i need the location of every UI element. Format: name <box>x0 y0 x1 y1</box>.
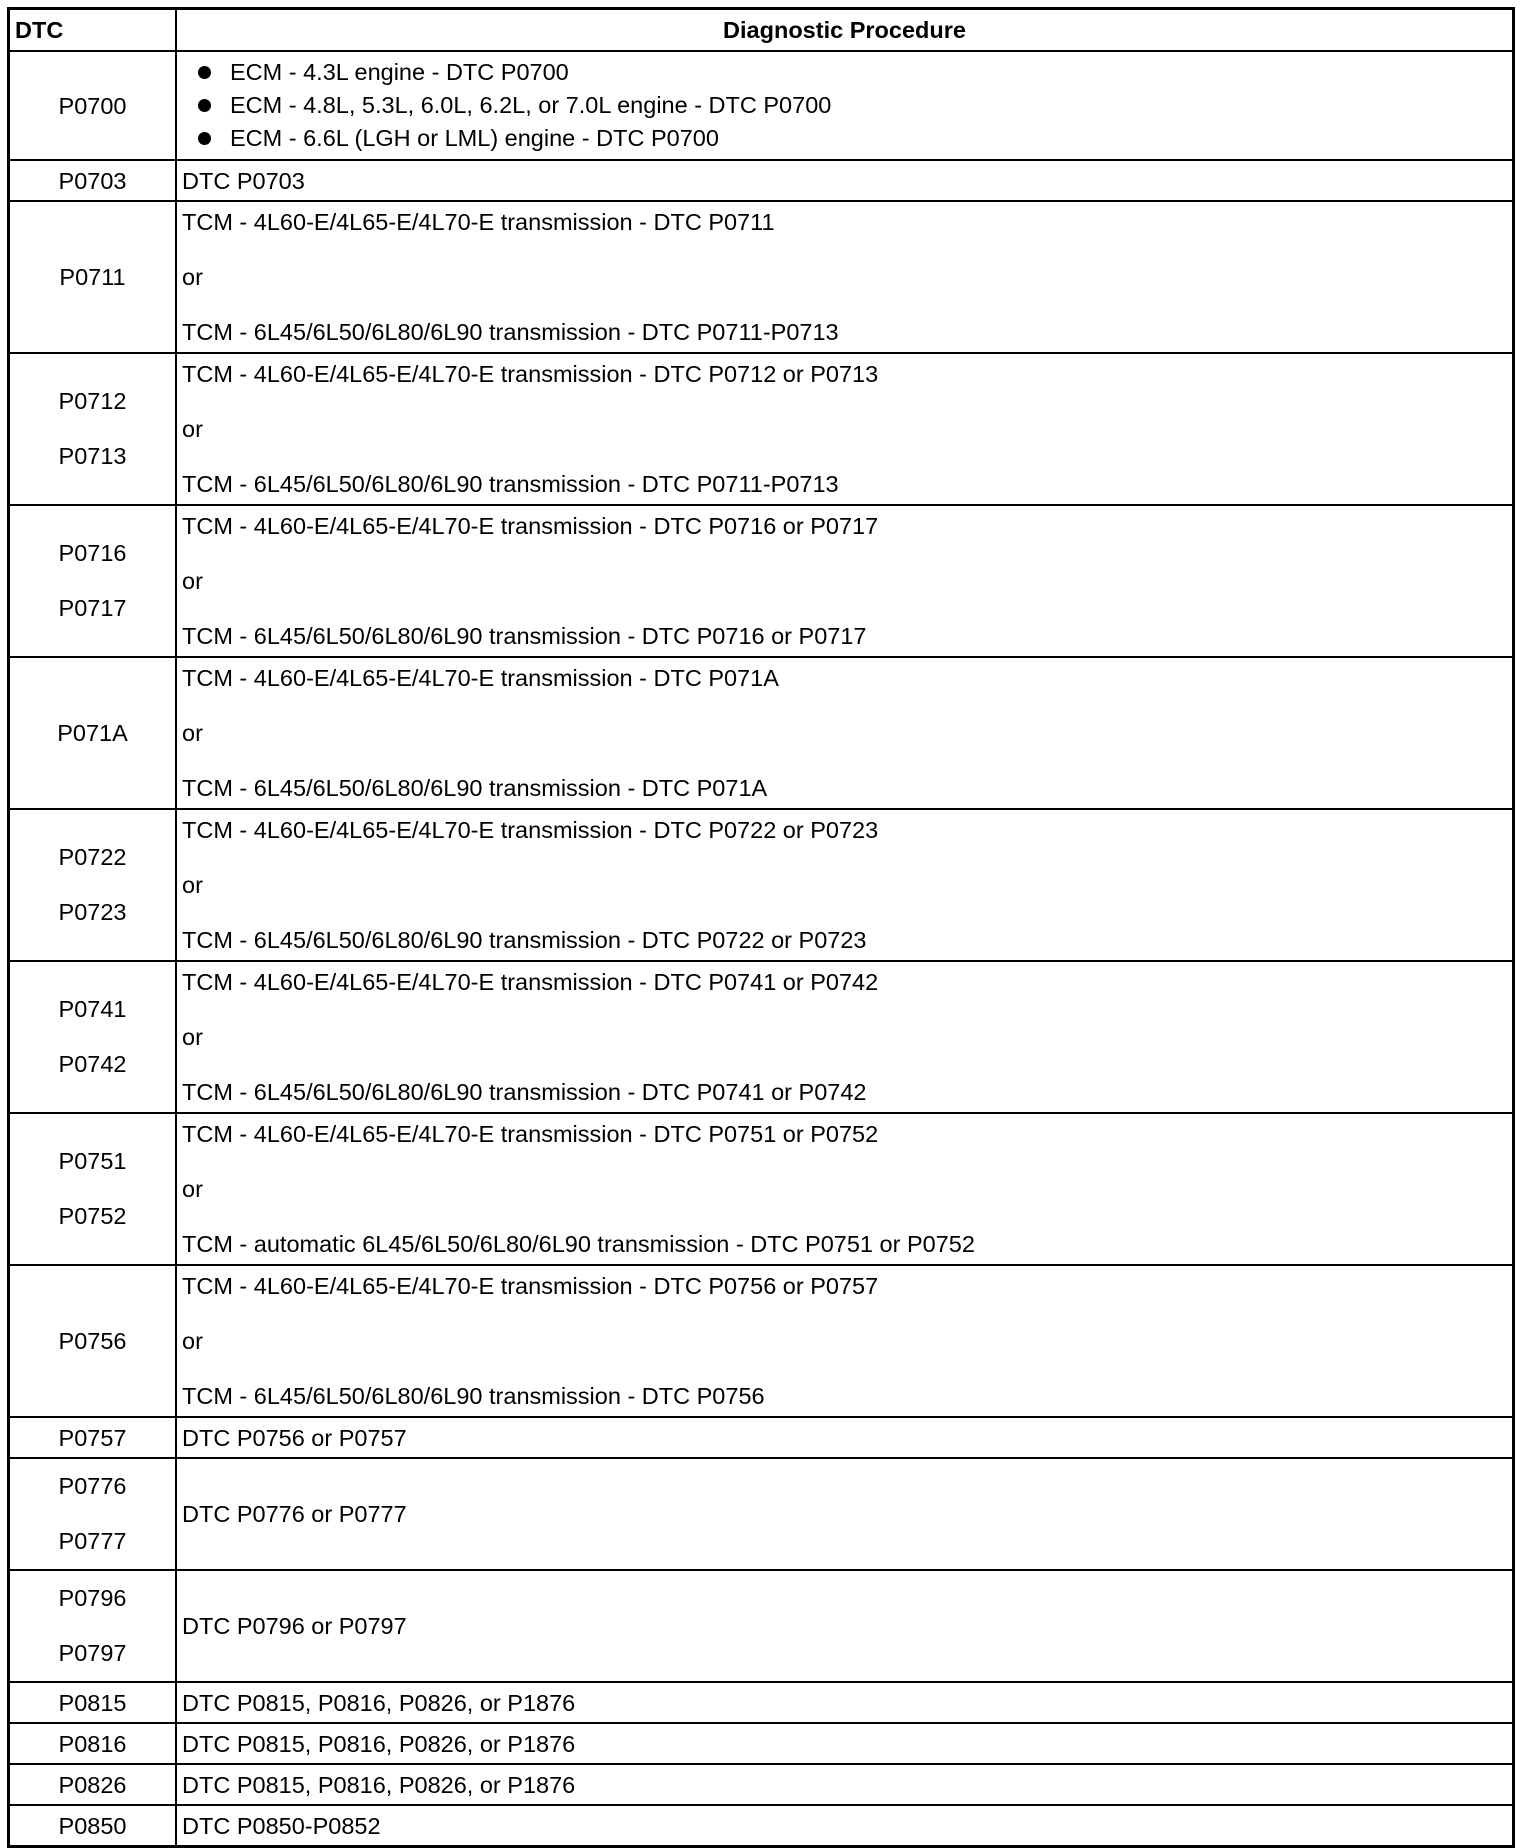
table-row <box>9 1764 1514 1805</box>
dtc-code: P0757 <box>58 1424 127 1451</box>
dtc-code: P0796 <box>58 1585 127 1611</box>
dtc-code: P0777 <box>58 1528 127 1554</box>
procedure-cell <box>176 809 1514 961</box>
procedure-text: TCM - 4L60-E/4L65-E/4L70-E transmission - DTC P0751 or P0752 <box>182 1121 879 1147</box>
line-spacer <box>182 595 1507 622</box>
dtc-cell <box>9 1570 177 1682</box>
bullet-icon <box>198 66 211 79</box>
dtc-code: P0816 <box>58 1730 127 1757</box>
procedure-cell <box>176 51 1514 160</box>
dtc-cell <box>9 1764 177 1805</box>
procedure-text: DTC P0815, P0816, P0826, or P1876 <box>182 1689 576 1716</box>
table-row <box>9 505 1514 657</box>
dtc-code: P0713 <box>58 443 127 469</box>
dtc-cell <box>9 505 177 657</box>
procedure-text: TCM - 6L45/6L50/6L80/6L90 transmission - DTC P0722 or P0723 <box>182 927 867 953</box>
line-spacer <box>182 1051 1507 1078</box>
line-spacer <box>182 236 1507 263</box>
procedure-text: TCM - 6L45/6L50/6L80/6L90 transmission - DTC P0741 or P0742 <box>182 1079 867 1105</box>
line-spacer <box>182 291 1507 318</box>
procedure-text: TCM - 4L60-E/4L65-E/4L70-E transmission - DTC P0711 <box>182 209 775 235</box>
procedure-text: TCM - 4L60-E/4L65-E/4L70-E transmission - DTC P071A <box>182 665 779 691</box>
dtc-code: P0741 <box>58 996 127 1022</box>
procedure-text: TCM - automatic 6L45/6L50/6L80/6L90 transmission - DTC P0751 or P0752 <box>182 1231 975 1257</box>
procedure-text: TCM - 6L45/6L50/6L80/6L90 transmission - DTC P0711-P0713 <box>182 319 839 345</box>
or-separator: or <box>182 720 203 746</box>
line-spacer <box>182 1148 1507 1175</box>
or-separator: or <box>182 1024 203 1050</box>
or-separator: or <box>182 872 203 898</box>
dtc-code: P0717 <box>58 595 127 621</box>
table-row <box>9 1265 1514 1417</box>
dtc-code: P0716 <box>58 540 127 566</box>
or-separator: or <box>182 1328 203 1354</box>
table-row <box>9 1458 1514 1570</box>
table-row <box>9 353 1514 505</box>
dtc-code: P0751 <box>58 1148 127 1174</box>
dtc-cell <box>9 1265 177 1417</box>
dtc-cell <box>9 1458 177 1570</box>
line-spacer <box>182 844 1507 871</box>
or-separator: or <box>182 1176 203 1202</box>
table-row <box>9 160 1514 201</box>
table-row <box>9 51 1514 160</box>
procedure-cell <box>176 1723 1514 1764</box>
dtc-cell <box>9 353 177 505</box>
line-spacer <box>182 540 1507 567</box>
procedure-text: TCM - 4L60-E/4L65-E/4L70-E transmission - DTC P0716 or P0717 <box>182 513 879 539</box>
dtc-cell <box>9 1113 177 1265</box>
table-row <box>9 1113 1514 1265</box>
procedure-cell <box>176 1417 1514 1458</box>
procedure-text: TCM - 4L60-E/4L65-E/4L70-E transmission - DTC P0756 or P0757 <box>182 1273 879 1299</box>
dtc-code: P0703 <box>58 167 127 194</box>
table-row <box>9 201 1514 353</box>
procedure-text: TCM - 6L45/6L50/6L80/6L90 transmission - DTC P0756 <box>182 1383 765 1409</box>
dtc-cell <box>9 657 177 809</box>
procedure-text: DTC P0796 or P0797 <box>182 1613 407 1639</box>
or-separator: or <box>182 568 203 594</box>
dtc-cell <box>9 201 177 353</box>
dtc-cell <box>9 961 177 1113</box>
dtc-code: P0756 <box>58 1328 127 1354</box>
table-row <box>9 1570 1514 1682</box>
line-spacer <box>182 443 1507 470</box>
procedure-link-text: ECM - 6.6L (LGH or LML) engine - DTC P0700 <box>230 125 719 151</box>
dtc-cell <box>9 1417 177 1458</box>
procedure-cell <box>176 160 1514 201</box>
table-row <box>9 1417 1514 1458</box>
or-separator: or <box>182 264 203 290</box>
table-row <box>9 961 1514 1113</box>
procedure-text: DTC P0850-P0852 <box>182 1812 381 1839</box>
dtc-cell <box>9 1682 177 1723</box>
bullet-icon <box>198 99 211 112</box>
procedure-cell <box>176 353 1514 505</box>
dtc-code: P0711 <box>59 264 126 290</box>
dtc-code: P0776 <box>58 1473 127 1499</box>
procedure-cell <box>176 961 1514 1113</box>
table-body <box>9 51 1514 1847</box>
or-separator: or <box>182 416 203 442</box>
dtc-code: P0722 <box>58 844 127 870</box>
line-spacer <box>182 692 1507 719</box>
procedure-cell <box>176 657 1514 809</box>
procedure-cell <box>176 1113 1514 1265</box>
procedure-text: DTC P0756 or P0757 <box>182 1424 407 1451</box>
table-row <box>9 1682 1514 1723</box>
dtc-code: P0742 <box>58 1051 127 1077</box>
dtc-cell <box>9 1723 177 1764</box>
procedure-text: TCM - 4L60-E/4L65-E/4L70-E transmission - DTC P0722 or P0723 <box>182 817 879 843</box>
line-spacer <box>182 1203 1507 1230</box>
dtc-procedure-table <box>7 7 1515 1848</box>
line-spacer <box>182 996 1507 1023</box>
procedure-text: TCM - 6L45/6L50/6L80/6L90 transmission - DTC P0716 or P0717 <box>182 623 867 649</box>
list-item <box>198 122 1507 155</box>
line-spacer <box>182 1355 1507 1382</box>
dtc-code: P0712 <box>58 388 127 414</box>
table-header-row <box>9 9 1514 52</box>
line-spacer <box>182 899 1507 926</box>
procedure-cell <box>176 505 1514 657</box>
procedure-link-text: ECM - 4.3L engine - DTC P0700 <box>230 59 569 85</box>
procedure-cell <box>176 1265 1514 1417</box>
table-row <box>9 809 1514 961</box>
dtc-code: P0797 <box>58 1640 127 1666</box>
procedure-text: TCM - 6L45/6L50/6L80/6L90 transmission - DTC P0711-P0713 <box>182 471 839 497</box>
line-spacer <box>182 388 1507 415</box>
dtc-cell <box>9 51 177 160</box>
dtc-code: P0826 <box>58 1771 127 1798</box>
dtc-code: P0700 <box>58 92 127 119</box>
list-item <box>198 89 1507 122</box>
dtc-cell <box>9 160 177 201</box>
dtc-cell <box>9 809 177 961</box>
list-item <box>198 56 1507 89</box>
table-row <box>9 1805 1514 1847</box>
table-row <box>9 657 1514 809</box>
procedure-cell <box>176 1805 1514 1847</box>
procedure-text: TCM - 6L45/6L50/6L80/6L90 transmission - DTC P071A <box>182 775 768 801</box>
dtc-document-page <box>7 7 1515 1848</box>
procedure-text: TCM - 4L60-E/4L65-E/4L70-E transmission - DTC P0741 or P0742 <box>182 969 879 995</box>
procedure-cell <box>176 1682 1514 1723</box>
procedure-text: DTC P0815, P0816, P0826, or P1876 <box>182 1771 576 1798</box>
procedure-cell <box>176 201 1514 353</box>
dtc-cell <box>9 1805 177 1847</box>
procedure-bullet-list <box>182 52 1507 159</box>
header-dtc: DTC <box>9 9 177 52</box>
procedure-text: DTC P0703 <box>182 167 305 194</box>
procedure-text: DTC P0815, P0816, P0826, or P1876 <box>182 1730 576 1757</box>
dtc-code: P0850 <box>58 1812 127 1839</box>
procedure-link-text: ECM - 4.8L, 5.3L, 6.0L, 6.2L, or 7.0L engine - DTC P0700 <box>230 92 832 118</box>
dtc-code: P0723 <box>58 899 127 925</box>
header-diagnostic-procedure: Diagnostic Procedure <box>176 9 1514 52</box>
bullet-icon <box>198 132 211 145</box>
dtc-code: P0815 <box>58 1689 127 1716</box>
procedure-text: DTC P0776 or P0777 <box>182 1501 407 1527</box>
procedure-cell <box>176 1570 1514 1682</box>
table-row <box>9 1723 1514 1764</box>
line-spacer <box>182 747 1507 774</box>
procedure-cell <box>176 1458 1514 1570</box>
line-spacer <box>182 1300 1507 1327</box>
procedure-cell <box>176 1764 1514 1805</box>
dtc-code: P071A <box>57 720 128 746</box>
dtc-code: P0752 <box>58 1203 127 1229</box>
procedure-text: TCM - 4L60-E/4L65-E/4L70-E transmission - DTC P0712 or P0713 <box>182 361 879 387</box>
